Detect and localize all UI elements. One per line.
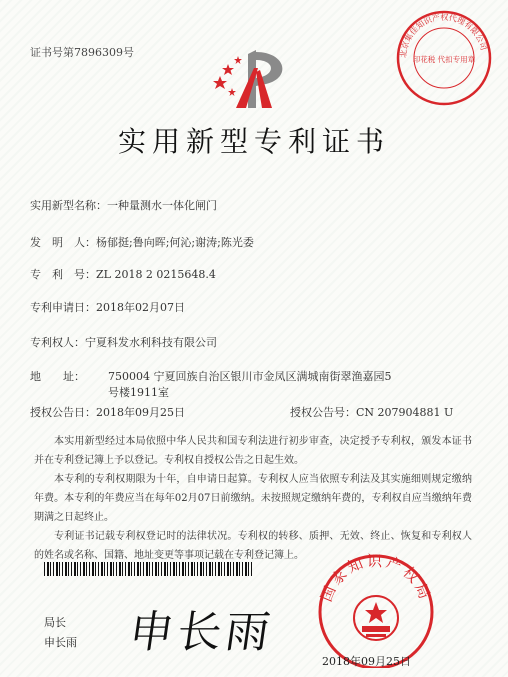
seal-ring-text: 国家知识产权局 (317, 552, 435, 605)
patent-number-label: 专 利 号： (30, 268, 96, 281)
inventor-row (30, 234, 254, 250)
utility-model-name-value: 一种量测水一体化闸门 (107, 199, 217, 212)
body-paragraph-1: 本实用新型经过本局依照中华人民共和国专利法进行初步审查，决定授予专利权，颁发本证书并在专利登记簿上予以登记。专利权自授权公告之日起生效。 (34, 436, 472, 466)
cnipa-emblem-icon (206, 48, 302, 112)
grant-number-value: CN 207904881 U (356, 406, 454, 419)
patentee-label: 专利权人： (30, 336, 85, 349)
certificate-title: 实用新型专利证书 (117, 125, 390, 158)
filing-date-row (30, 299, 185, 315)
address-label: 地 址： (30, 370, 85, 383)
patent-number-row (30, 266, 216, 282)
svg-text:北京集佳知识产权代理有限公司 (398, 12, 488, 58)
agency-stamp (394, 8, 494, 108)
director-handwritten-signature: 申长雨 (125, 607, 277, 658)
patentee-row (30, 334, 217, 350)
national-emblem-icon (354, 596, 398, 640)
body-paragraph-3: 专利证书记载专利权登记时的法律状况。专利权的转移、质押、无效、终止、恢复和专利权人的姓名或名称、国籍、地址变更等事项记载在专利登记簿上。 (34, 531, 472, 561)
inventor-label: 发 明 人： (30, 236, 96, 249)
patentee-value: 宁夏科发水利科技有限公司 (85, 336, 217, 349)
director-name: 申长雨 (44, 636, 77, 649)
utility-model-name-row (30, 197, 217, 213)
agency-stamp-ring-text: 北京集佳知识产权代理有限公司 (398, 12, 489, 59)
grant-date-label: 授权公告日： (30, 406, 96, 419)
patent-number-value: ZL 2018 2 0215648.4 (96, 268, 216, 281)
director-title: 局长 (44, 616, 66, 629)
official-seal (310, 546, 442, 668)
filing-date-label: 专利申请日： (30, 301, 96, 314)
certificate-number: 证书号第7896309号 (30, 46, 134, 59)
grant-number-label: 授权公告号： (290, 406, 356, 419)
barcode (44, 562, 254, 576)
agency-stamp-center-text: 印花税 代扣专用章 (412, 55, 476, 64)
utility-model-name-label: 实用新型名称： (30, 199, 107, 212)
grant-date-value: 2018年09月25日 (96, 406, 185, 419)
body-paragraph-2: 本专利的专利权期限为十年，自申请日起算。专利权人应当依照专利法及其实施细则规定缴纳年费。本专利的年费应当在每年02月07日前缴纳。未按照规定缴纳年费的，专利权自应当缴纳年费期满之日起终止。 (34, 474, 472, 523)
inventor-value: 杨郁挺;鲁向晖;何沁;谢涛;陈光委 (96, 236, 254, 249)
address-line-1: 750004 宁夏回族自治区银川市金凤区满城南街翠渔嘉园5 (108, 370, 392, 383)
address-line-2: 号楼1911室 (108, 386, 169, 399)
filing-date-value: 2018年02月07日 (96, 301, 185, 314)
seal-date: 2018年09月25日 (322, 655, 411, 668)
grant-number-row (290, 404, 453, 420)
grant-date-row (30, 404, 185, 420)
